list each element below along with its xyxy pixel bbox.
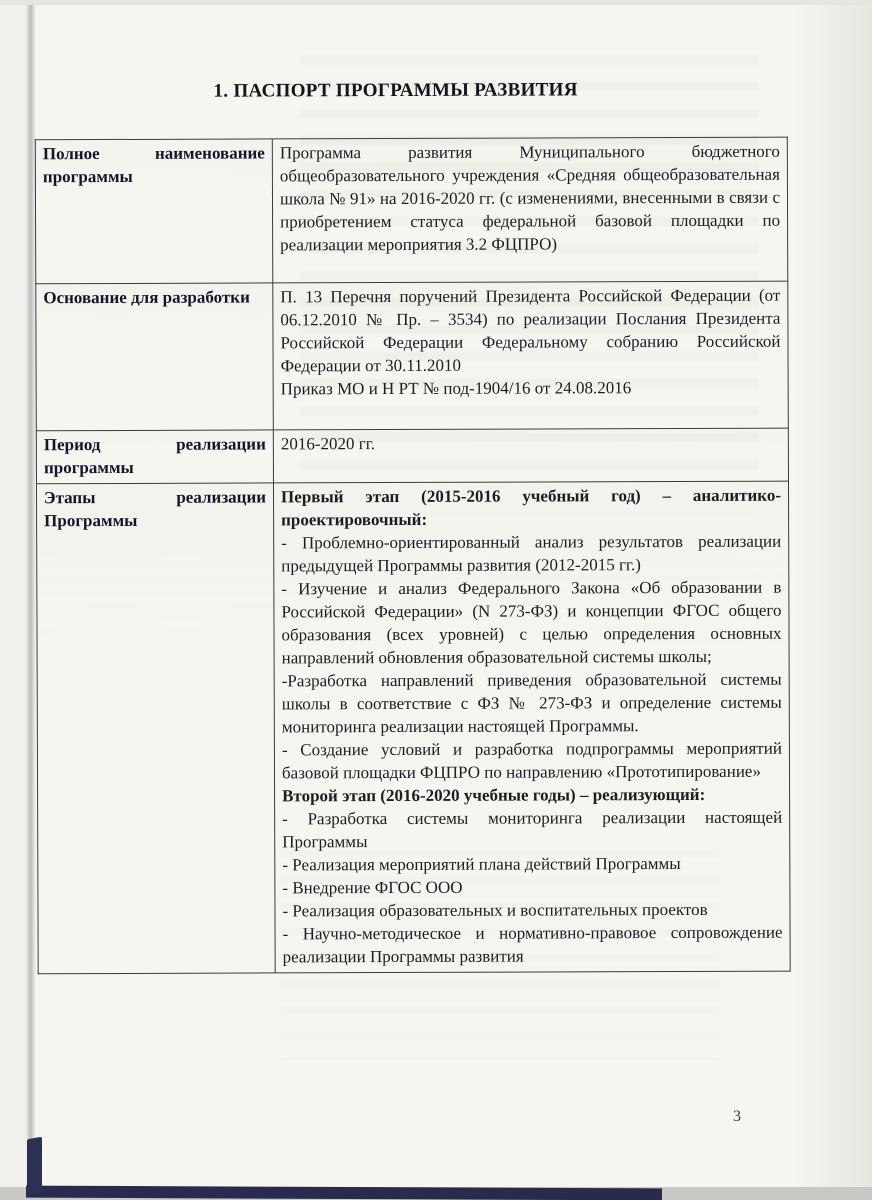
paragraph: - Проблемно-ориентированный анализ результатов реализации предыдущей Программы развития (2012-2015 гг.) (281, 531, 782, 576)
row-header-text: Основание для разработки (43, 287, 250, 308)
row-header-cell (35, 139, 273, 284)
paragraph: - Создание условий и разработка подпрограммы мероприятий базовой площадки ФЦПРО по направлению «Прототипирование» (281, 738, 782, 783)
row-content-cell (273, 281, 789, 430)
row-header-text: Этапы реализации Программы (44, 487, 267, 531)
page-number: 3 (733, 1108, 741, 1125)
scan-left-margin-artifact (0, 0, 28, 1200)
stage-heading: Второй этап (2016-2020 учебные годы) – реализующий: (282, 784, 706, 806)
scan-bottom-navy-artifact (26, 1186, 662, 1200)
paragraph: Приказ МО и Н РТ № под-1904/16 от 24.08.2016 (280, 378, 632, 399)
row-header-cell (36, 483, 275, 974)
row-content-cell (273, 481, 790, 973)
paragraph: - Изучение и анализ Федерального Закона «Об образовании в Российской Федерации» (N 273-ФЗ) и концепции ФГОС общего образования (всех уровней) с целью определения основных направлений обновления образовательной системы школы; (281, 577, 782, 668)
row-header-cell (36, 283, 274, 431)
page-title: 1. ПАСПОРТ ПРОГРАММЫ РАЗВИТИЯ (213, 79, 578, 102)
stage-heading: Первый этап (2015-2016 учебный год) – аналитико-проектировочный: (281, 485, 782, 530)
paragraph: - Научно-методическое и нормативно-правовое сопровождение реализации Программы развития (282, 922, 783, 967)
paragraph: - Реализация образовательных и воспитательных проектов (282, 899, 708, 921)
paragraph: П. 13 Перечня поручений Президента Российской Федерации (от 06.12.2010 № Пр. – 3534) по реализации Послания Президента Российской Федерации Федеральному собранию Российской Федерации от 30.11.2010 (280, 285, 781, 376)
row-content-cell (272, 137, 787, 283)
document-page (34, 0, 783, 974)
row-header-text: Полное наименование программы (42, 143, 265, 187)
row-header-text: Период реализации программы (43, 434, 266, 478)
table-row (36, 281, 789, 431)
table-row (35, 137, 787, 284)
paragraph: 2016-2020 гг. (280, 434, 376, 454)
paragraph: Программа развития Муниципального бюджетного общеобразовательного учреждения «Средняя общеобразовательная школа № 91» на 2016-2020 гг. (с изменениями, внесенными в связи с приобретением статуса федеральной базовой площадки по реализации мероприятия 3.2 ФЦПРО) (279, 141, 781, 255)
paragraph: - Разработка системы мониторинга реализации настоящей Программы (282, 807, 783, 852)
row-content-cell (273, 428, 788, 483)
scan-right-edge-artifact (792, 0, 872, 1200)
paragraph: - Реализация мероприятий плана действий Программы (282, 854, 681, 875)
passport-table (35, 137, 791, 975)
paragraph: -Разработка направлений приведения образовательной системы школы в соответствие с ФЗ № 273-ФЗ и определение системы мониторинга реализации настоящей Программы. (281, 669, 782, 737)
scan-corner-navy-artifact (27, 1137, 42, 1196)
table-row (36, 481, 790, 974)
row-header-cell (36, 430, 273, 484)
paragraph: - Внедрение ФГОС ООО (282, 877, 463, 898)
table-row (36, 428, 788, 484)
